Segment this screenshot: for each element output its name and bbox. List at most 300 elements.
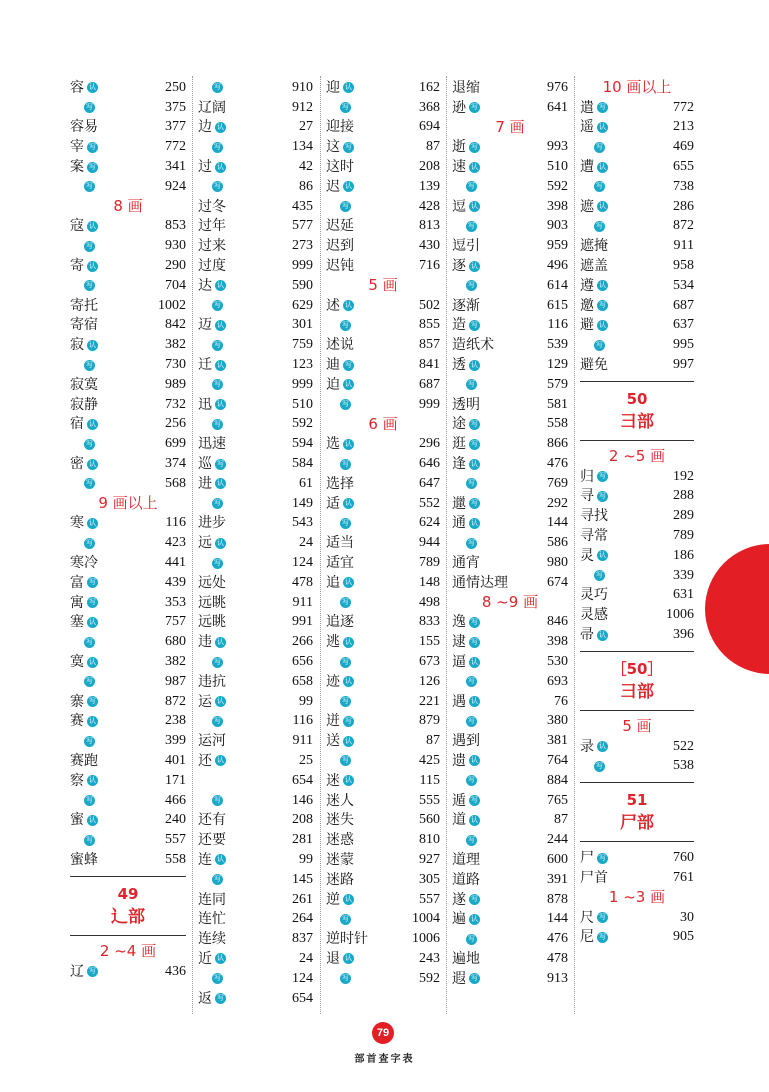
page-ref: 989: [165, 376, 186, 392]
page-ref: 912: [292, 99, 313, 115]
write-icon: 写: [342, 697, 349, 706]
write-icon: 写: [599, 103, 606, 112]
index-entry: [70, 355, 186, 375]
page-ref: 866: [547, 436, 568, 452]
page-ref: 568: [165, 475, 186, 491]
index-entry: [198, 712, 313, 732]
write-icon: 写: [345, 360, 352, 369]
entry-word: 逆时针: [326, 931, 368, 948]
index-entry: [70, 751, 186, 771]
recognize-icon: 认: [217, 954, 224, 963]
radical-name: 辶部: [111, 906, 145, 927]
index-entry: [70, 276, 186, 296]
entry-word: 逊: [452, 99, 466, 116]
page-ref: 238: [165, 713, 186, 729]
page-ref: 584: [292, 456, 313, 472]
page-ref: 772: [165, 139, 186, 155]
page-ref: 391: [547, 871, 568, 887]
page-ref: 924: [165, 178, 186, 194]
recognize-icon: 认: [599, 630, 606, 639]
entry-word: 避免: [580, 357, 608, 374]
index-entry: [580, 157, 694, 177]
entry-word: 迷蒙: [326, 851, 354, 868]
page-ref: 1004: [412, 911, 440, 927]
recognize-icon: 认: [345, 439, 352, 448]
write-icon: 写: [342, 320, 349, 329]
index-entry: [198, 593, 313, 613]
write-icon: 写: [471, 637, 478, 646]
index-entry: [326, 731, 440, 751]
recognize-icon: 认: [217, 697, 224, 706]
page-ref: 124: [292, 555, 313, 571]
page-ref: 42: [299, 159, 313, 175]
entry-word: 遍: [452, 911, 466, 928]
index-entry: [326, 514, 440, 534]
entry-word: 遐: [452, 970, 466, 987]
entry-word: 述说: [326, 337, 354, 354]
write-icon: 写: [599, 301, 606, 310]
page-ref: 813: [419, 218, 440, 234]
recognize-icon: 认: [217, 479, 224, 488]
index-entry: [70, 652, 186, 672]
index-entry: [452, 514, 568, 534]
entry-word: 容: [70, 79, 84, 96]
page-ref: 905: [673, 929, 694, 945]
entry-word: 邀: [580, 297, 594, 314]
index-entry: [452, 395, 568, 415]
entry-word: 追: [326, 574, 340, 591]
write-icon: 写: [89, 162, 96, 171]
page-ref: 123: [292, 357, 313, 373]
stroke-count-heading: 6 画: [368, 414, 398, 433]
recognize-icon: 认: [345, 637, 352, 646]
write-icon: 写: [89, 967, 96, 976]
index-entry: [580, 276, 694, 296]
section-rule: [580, 710, 694, 711]
page-ref: 757: [165, 614, 186, 630]
entry-word: 迫: [326, 376, 340, 393]
index-entry: [326, 553, 440, 573]
page-ref: 273: [292, 238, 313, 254]
page-ref: 927: [419, 851, 440, 867]
page-ref: 579: [547, 376, 568, 392]
page-ref: 879: [419, 713, 440, 729]
entry-word: 迟: [326, 178, 340, 195]
page-ref: 171: [165, 772, 186, 788]
entry-word: 达: [198, 277, 212, 294]
recognize-icon: 认: [217, 360, 224, 369]
entry-word: 还要: [198, 832, 226, 849]
entry-word: 灵感: [580, 607, 608, 624]
page-ref: 999: [419, 396, 440, 412]
index-entry: [326, 296, 440, 316]
page-ref: 25: [299, 752, 313, 768]
entry-word: 过冬: [198, 198, 226, 215]
page-ref: 243: [419, 950, 440, 966]
page-ref: 624: [419, 515, 440, 531]
index-entry: [452, 553, 568, 573]
index-entry: [326, 236, 440, 256]
entry-word: 尺: [580, 909, 594, 926]
entry-word: 遥: [580, 119, 594, 136]
index-entry: [198, 909, 313, 929]
entry-word: 逐: [452, 258, 466, 275]
write-icon: 写: [342, 518, 349, 527]
index-entry: [70, 454, 186, 474]
index-entry: [326, 929, 440, 949]
entry-word: 造纸术: [452, 337, 494, 354]
recognize-icon: 认: [599, 202, 606, 211]
index-entry: [70, 791, 186, 811]
entry-word: 遇: [452, 693, 466, 710]
radical-heading: [580, 658, 694, 704]
index-entry: [70, 296, 186, 316]
entry-word: 辽阔: [198, 99, 226, 116]
page-ref: 250: [165, 79, 186, 95]
write-icon: 写: [345, 716, 352, 725]
page-ref: 654: [292, 990, 313, 1006]
index-entry: [198, 157, 313, 177]
page-ref: 425: [419, 752, 440, 768]
index-entry: [198, 276, 313, 296]
write-icon: 写: [214, 142, 221, 151]
page-ref: 674: [547, 574, 568, 590]
page-ref: 629: [292, 297, 313, 313]
page-ref: 592: [292, 416, 313, 432]
entry-word: 适: [326, 495, 340, 512]
stroke-count-heading: 1 ~3 画: [608, 888, 666, 907]
index-entry: [452, 632, 568, 652]
entry-word: 送: [326, 733, 340, 750]
index-entry: [326, 533, 440, 553]
index-entry: [580, 908, 694, 928]
index-entry: [580, 487, 694, 507]
page-ref: 641: [547, 99, 568, 115]
index-entry: [198, 810, 313, 830]
index-entry: [452, 217, 568, 237]
page-ref: 987: [165, 673, 186, 689]
entry-word: 这: [326, 139, 340, 156]
write-icon: 写: [86, 479, 93, 488]
index-entry: [580, 526, 694, 546]
page-ref: 377: [165, 119, 186, 135]
page-ref: 558: [547, 416, 568, 432]
page-ref: 498: [419, 594, 440, 610]
recognize-icon: 认: [471, 914, 478, 923]
entry-word: 进步: [198, 515, 226, 532]
recognize-icon: 认: [217, 281, 224, 290]
write-icon: 写: [596, 571, 603, 580]
index-entry: [580, 355, 694, 375]
page-ref: 192: [673, 468, 694, 484]
entry-word: 过: [198, 159, 212, 176]
page-ref: 116: [547, 317, 568, 333]
write-icon: 写: [342, 974, 349, 983]
write-icon: 写: [214, 340, 221, 349]
entry-word: 迷失: [326, 812, 354, 829]
page-ref: 999: [292, 258, 313, 274]
write-icon: 写: [596, 182, 603, 191]
write-icon: 写: [468, 182, 475, 191]
index-entry: [452, 890, 568, 910]
page-ref: 730: [165, 357, 186, 373]
entry-word: 远处: [198, 574, 226, 591]
entry-word: 通宵: [452, 555, 480, 572]
page-ref: 910: [292, 79, 313, 95]
recognize-icon: 认: [471, 261, 478, 270]
recognize-icon: 认: [89, 776, 96, 785]
index-entry: [198, 870, 313, 890]
entry-word: 迪: [326, 357, 340, 374]
entry-word: 迎接: [326, 119, 354, 136]
index-entry: [452, 335, 568, 355]
page-ref: 577: [292, 218, 313, 234]
recognize-icon: 认: [345, 895, 352, 904]
page-ref: 997: [673, 357, 694, 373]
index-entry: [326, 692, 440, 712]
page-ref: 86: [299, 178, 313, 194]
radical-number: ［50］: [611, 659, 663, 678]
recognize-icon: 认: [89, 419, 96, 428]
index-entry: [326, 78, 440, 98]
recognize-icon: 认: [345, 578, 352, 587]
index-entry: [326, 573, 440, 593]
page-ref: 560: [419, 812, 440, 828]
page-ref: 469: [673, 139, 694, 155]
index-entry: [452, 256, 568, 276]
index-entry: [452, 434, 568, 454]
entry-word: 帚: [580, 627, 594, 644]
page-ref: 116: [165, 515, 186, 531]
write-icon: 写: [471, 419, 478, 428]
page-ref: 694: [419, 119, 440, 135]
write-icon: 写: [599, 472, 606, 481]
page-ref: 911: [673, 238, 694, 254]
page-ref: 116: [292, 713, 313, 729]
write-icon: 写: [86, 835, 93, 844]
write-icon: 写: [86, 103, 93, 112]
write-icon: 写: [599, 913, 606, 922]
section-rule: [580, 651, 694, 652]
entry-word: 寒: [70, 515, 84, 532]
page-ref: 264: [292, 911, 313, 927]
page-ref: 732: [165, 396, 186, 412]
page-ref: 558: [165, 851, 186, 867]
index-entry: [198, 494, 313, 514]
entry-word: 逮: [452, 634, 466, 651]
page-ref: 124: [292, 970, 313, 986]
write-icon: 写: [471, 320, 478, 329]
entry-word: 寂: [70, 337, 84, 354]
entry-word: 迅: [198, 396, 212, 413]
entry-word: 尼: [580, 929, 594, 946]
page-ref: 115: [419, 772, 440, 788]
index-entry: [452, 454, 568, 474]
index-entry: [198, 632, 313, 652]
index-entry: [326, 712, 440, 732]
write-icon: 写: [471, 439, 478, 448]
index-column-4: [452, 78, 568, 989]
write-icon: 写: [468, 716, 475, 725]
stroke-count-heading: 5 画: [368, 276, 398, 295]
index-entry: [580, 605, 694, 625]
index-entry: [70, 712, 186, 732]
index-entry: [198, 98, 313, 118]
index-entry: [198, 335, 313, 355]
radical-name: 尸部: [620, 813, 654, 834]
page-ref: 213: [673, 119, 694, 135]
radical-number: 49: [117, 884, 139, 903]
write-icon: 写: [217, 994, 224, 1003]
page-ref: 476: [547, 456, 568, 472]
index-entry: [580, 177, 694, 197]
index-entry: [326, 969, 440, 989]
entry-word: 蜜蜂: [70, 851, 98, 868]
index-column-2: [198, 78, 313, 1008]
page-ref: 129: [547, 357, 568, 373]
index-entry: [326, 949, 440, 969]
recognize-icon: 认: [89, 657, 96, 666]
recognize-icon: 认: [471, 756, 478, 765]
index-entry: [452, 236, 568, 256]
column-divider: [446, 76, 447, 1014]
page-ref: 436: [165, 963, 186, 979]
page-ref: 339: [673, 567, 694, 583]
page-ref: 884: [547, 772, 568, 788]
index-entry: [452, 870, 568, 890]
index-entry: [452, 276, 568, 296]
page-ref: 146: [292, 792, 313, 808]
entry-word: 避: [580, 317, 594, 334]
index-entry: [70, 632, 186, 652]
entry-word: 违抗: [198, 673, 226, 690]
entry-word: 寨: [70, 693, 84, 710]
stroke-count-heading: 10 画以上: [602, 78, 672, 97]
page-ref: 162: [419, 79, 440, 95]
entry-word: 遮: [580, 198, 594, 215]
write-icon: 写: [214, 380, 221, 389]
entry-word: 辽: [70, 963, 84, 980]
page-ref: 658: [292, 673, 313, 689]
page-ref: 789: [673, 528, 694, 544]
write-icon: 写: [468, 776, 475, 785]
entry-word: 逐渐: [452, 297, 480, 314]
entry-word: 察: [70, 772, 84, 789]
index-entry: [326, 256, 440, 276]
entry-word: 宿: [70, 416, 84, 433]
index-entry: [326, 672, 440, 692]
page-ref: 789: [419, 555, 440, 571]
index-entry: [326, 652, 440, 672]
write-icon: 写: [342, 202, 349, 211]
index-entry: [326, 830, 440, 850]
entry-word: 迎: [326, 79, 340, 96]
recognize-icon: 认: [217, 162, 224, 171]
write-icon: 写: [342, 914, 349, 923]
index-entry: [580, 546, 694, 566]
entry-word: 寇: [70, 218, 84, 235]
section-rule: [580, 841, 694, 842]
index-entry: [580, 296, 694, 316]
recognize-icon: 认: [471, 518, 478, 527]
recognize-icon: 认: [471, 202, 478, 211]
write-icon: 写: [342, 657, 349, 666]
entry-word: 适当: [326, 535, 354, 552]
index-entry: [326, 316, 440, 336]
entry-word: 寄托: [70, 297, 98, 314]
index-entry: [580, 217, 694, 237]
page-ref: 846: [547, 614, 568, 630]
index-entry: [326, 137, 440, 157]
index-entry: [198, 197, 313, 217]
write-icon: 写: [596, 221, 603, 230]
index-entry: [198, 553, 313, 573]
index-entry: [198, 672, 313, 692]
index-entry: [198, 969, 313, 989]
index-entry: [580, 98, 694, 118]
footer-title: 部首查字表: [354, 1054, 415, 1065]
recognize-icon: 认: [345, 954, 352, 963]
entry-word: 选择: [326, 475, 354, 492]
section-rule: [70, 935, 186, 936]
entry-word: 道路: [452, 871, 480, 888]
entry-word: 寂静: [70, 396, 98, 413]
index-entry: [70, 731, 186, 751]
write-icon: 写: [86, 360, 93, 369]
radical-name: 彐部: [620, 411, 654, 432]
index-entry: [580, 197, 694, 217]
index-entry: [326, 217, 440, 237]
page-ref: 27: [299, 119, 313, 135]
entry-word: 迟到: [326, 238, 354, 255]
page-ref: 837: [292, 931, 313, 947]
entry-word: 违: [198, 634, 212, 651]
index-entry: [326, 632, 440, 652]
write-icon: 写: [471, 142, 478, 151]
radical-number: 50: [626, 389, 648, 408]
entry-word: 归: [580, 468, 594, 485]
entry-word: 迷路: [326, 871, 354, 888]
page-ref: 466: [165, 792, 186, 808]
index-entry: [452, 830, 568, 850]
page-ref: 476: [547, 931, 568, 947]
index-entry: [452, 177, 568, 197]
index-entry: [198, 533, 313, 553]
page-ref: 401: [165, 752, 186, 768]
page-ref: 647: [419, 475, 440, 491]
entry-word: 边: [198, 119, 212, 136]
entry-word: 迷人: [326, 792, 354, 809]
page-ref: 288: [673, 488, 694, 504]
column-divider: [192, 76, 193, 1014]
index-entry: [326, 909, 440, 929]
index-entry: [326, 434, 440, 454]
recognize-icon: 认: [217, 400, 224, 409]
section-rule: [580, 782, 694, 783]
index-entry: [326, 771, 440, 791]
write-icon: 写: [468, 221, 475, 230]
index-entry: [580, 506, 694, 526]
index-entry: [452, 850, 568, 870]
entry-word: 连续: [198, 931, 226, 948]
page-ref: 290: [165, 258, 186, 274]
index-entry: [198, 217, 313, 237]
page-ref: 144: [547, 911, 568, 927]
index-entry: [580, 256, 694, 276]
index-entry: [326, 890, 440, 910]
page-ref: 759: [292, 337, 313, 353]
stroke-count-heading: 5 画: [622, 717, 652, 736]
